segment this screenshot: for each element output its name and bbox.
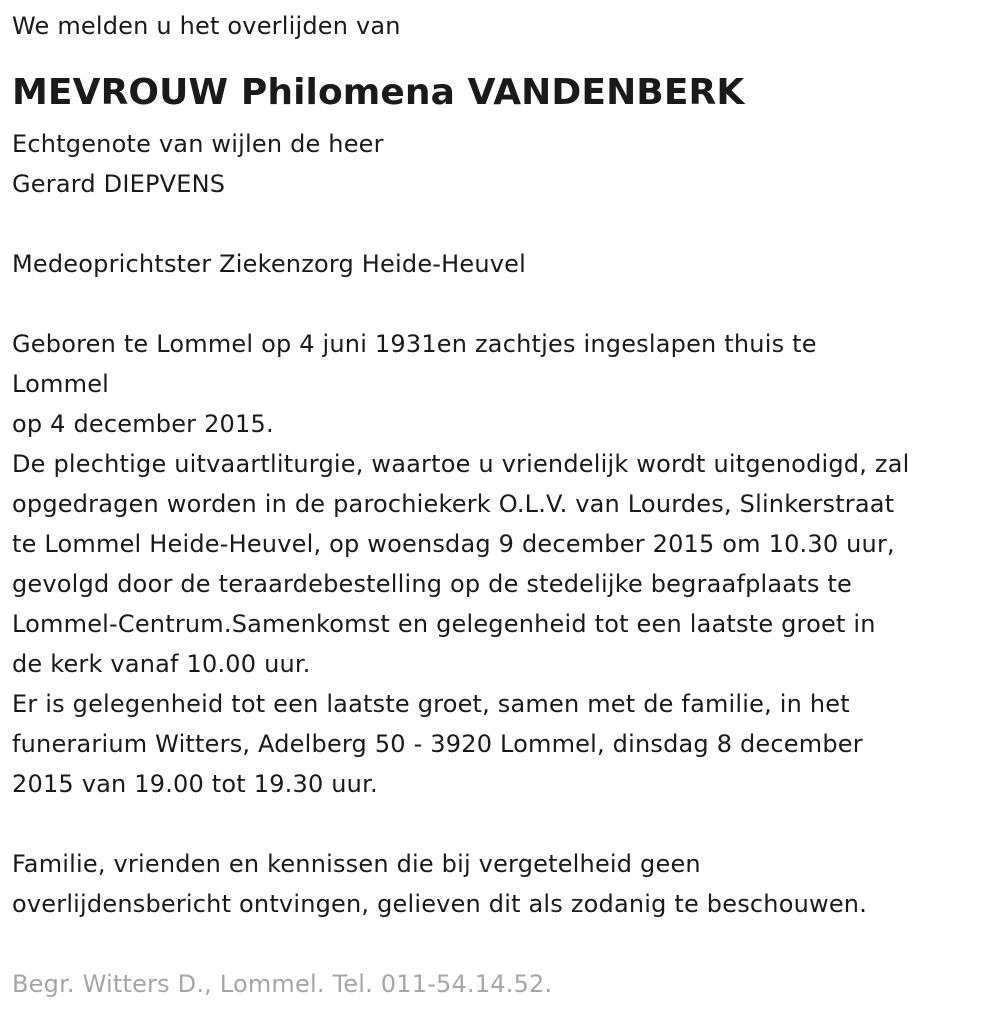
spouse-line-2: Gerard DIEPVENS (12, 170, 226, 198)
spacer (12, 284, 988, 324)
details-line: funerarium Witters, Adelberg 50 - 3920 Lommel, dinsdag 8 december (12, 730, 863, 758)
details-line: Lommel (12, 370, 110, 398)
details-line: Er is gelegenheid tot een laatste groet, samen met de familie, in het (12, 690, 850, 718)
spacer (12, 204, 988, 244)
spacer (12, 804, 988, 844)
spacer (12, 924, 988, 964)
details-line: Lommel-Centrum.Samenkomst en gelegenheid tot een laatste groet in (12, 610, 876, 638)
spouse-line-1: Echtgenote van wijlen de heer (12, 130, 384, 158)
closing-line: overlijdensbericht ontvingen, gelieven dit als zodanig te beschouwen. (12, 890, 868, 918)
deceased-name: MEVROUW Philomena VANDENBERK (12, 72, 745, 113)
closing-block (12, 844, 988, 924)
details-line: op 4 december 2015. (12, 410, 274, 438)
details-line: Geboren te Lommel op 4 juni 1931en zachtjes ingeslapen thuis te (12, 330, 817, 358)
details-line: opgedragen worden in de parochiekerk O.L.V. van Lourdes, Slinkerstraat (12, 490, 895, 518)
intro-text: We melden u het overlijden van (12, 12, 401, 40)
details-line: de kerk vanaf 10.00 uur. (12, 650, 311, 678)
role-text: Medeoprichtster Ziekenzorg Heide-Heuvel (12, 250, 527, 278)
closing-line: Familie, vrienden en kennissen die bij vergetelheid geen (12, 850, 701, 878)
details-line: gevolgd door de teraardebestelling op de stedelijke begraafplaats te (12, 570, 852, 598)
details-line: 2015 van 19.00 tot 19.30 uur. (12, 770, 378, 798)
details-line: te Lommel Heide-Heuvel, op woensdag 9 december 2015 om 10.30 uur, (12, 530, 895, 558)
details-line: De plechtige uitvaartliturgie, waartoe u vriendelijk wordt uitgenodigd, zal (12, 450, 910, 478)
details-block (12, 324, 988, 804)
funeral-director-footer: Begr. Witters D., Lommel. Tel. 011-54.14.52. (12, 970, 553, 998)
